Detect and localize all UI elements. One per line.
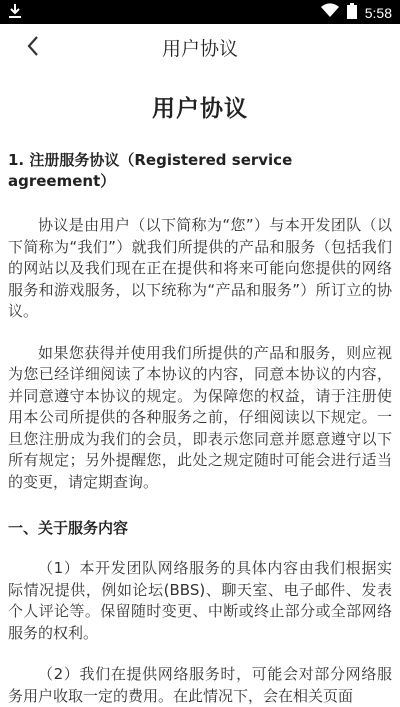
nav-bar (0, 24, 400, 68)
section-heading-1: 1. 注册服务协议（Registered service agreement） (8, 151, 293, 190)
nav-title: 用户协议 (161, 38, 238, 60)
status-time: 5:58 (364, 4, 392, 21)
paragraph-2: 如果您获得并使用我们所提供的产品和服务，则应视为您已经详细阅读了本协议的内容，同意本协议的内容，并同意遵守本协议的规定。为保障您的权益，请于注册使用本公司所提供的各种服务之前，仔细阅读以下规定。一旦您注册成为我们的会员，即表示您同意并愿意遵守以下所有规定；另外提醒您，此处之规定随时可能会进行适当的变更，请定期查询。 (8, 343, 392, 491)
agreement-content[interactable] (0, 68, 400, 705)
battery-icon (347, 3, 357, 22)
wifi-icon (321, 4, 339, 21)
paragraph-4: （2）我们在提供网络服务时，可能会对部分网络服务用户收取一定的费用。在此情况下，会在相关页面 (8, 665, 392, 705)
paragraph-3: （1）本开发团队网络服务的具体内容由我们根据实际情况提供，例如论坛(BBS)、聊天室、电子邮件、发表个人评论等。保留随时变更、中断或终止部分或全部网络服务的权利。 (8, 559, 392, 642)
section-heading-2: 一、关于服务内容 (8, 519, 129, 537)
paragraph-1: 协议是由用户（以下简称为“您”）与本开发团队（以下简称为“我们”）就我们所提供的产品和服务（包括我们的网站以及我们现在正在提供和将来可能向您提供的网络服务和游戏服务，以下统称为“产品和服务”）所订立的协议。 (8, 216, 392, 320)
download-icon (8, 3, 22, 23)
status-bar (0, 0, 400, 24)
document-title: 用户协议 (152, 96, 248, 122)
